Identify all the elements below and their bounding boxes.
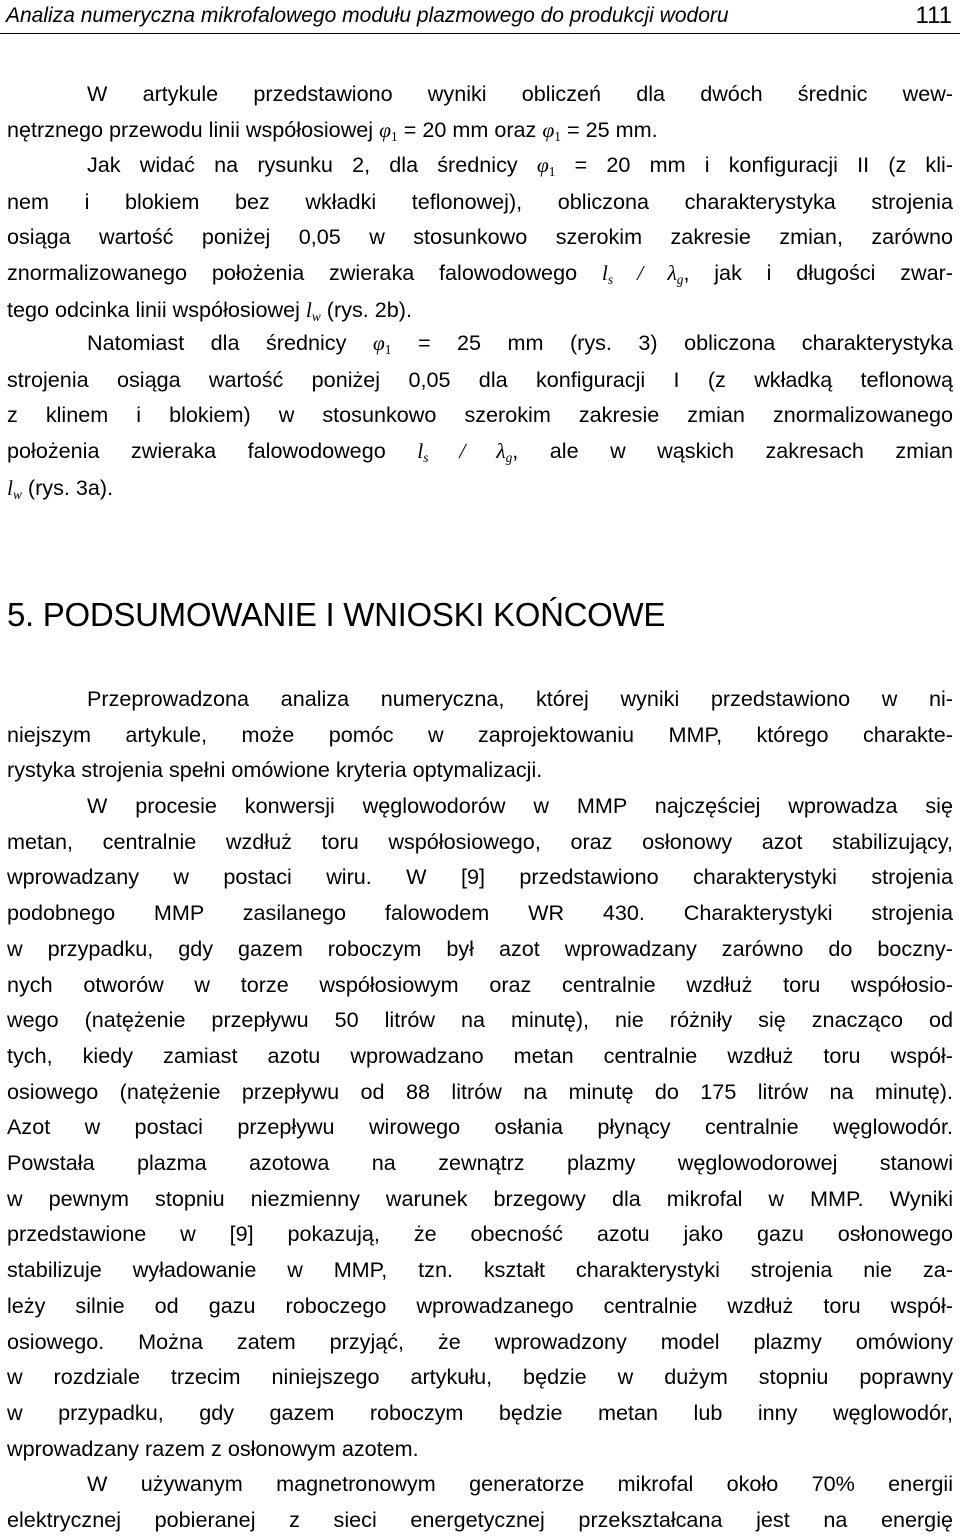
text-line: leży silnie od gazu roboczego wprowadzanego centralnie wzdłuż toru współ- bbox=[7, 1292, 953, 1318]
page-number: 111 bbox=[915, 2, 952, 29]
phi-symbol: $\varphi_1$ bbox=[542, 117, 561, 144]
text-line: w pewnym stopniu niezmienny warunek brzegowy dla mikrofal w MMP. Wyniki bbox=[7, 1185, 953, 1211]
text-line: nych otworów w torze współosiowym oraz centralnie wzdłuż toru współosio- bbox=[7, 971, 953, 997]
paragraph-figure-2 bbox=[7, 147, 953, 329]
text-line: przedstawione w [9] pokazują, że obecność azotu jako gazu osłonowego bbox=[7, 1221, 953, 1247]
text-line: nem i blokiem bez wkładki teflonowej), obliczona charakterystyka strojenia bbox=[7, 188, 953, 214]
text-line: w rozdziale trzecim niniejszego artykułu, będzie w dużym stopniu poprawny bbox=[7, 1364, 953, 1390]
text-line: znormalizowanego położenia zwieraka falowodowego $l_s / \lambda_g$, jak i długości zwar- bbox=[7, 260, 953, 288]
text-line: osiąga wartość poniżej 0,05 w stosunkowo szerokim zakresie zmian, zarówno bbox=[7, 224, 953, 250]
text-line: strojenia osiąga wartość poniżej 0,05 dla konfiguracji I (z wkładką teflonową bbox=[7, 366, 953, 392]
text-line: osiowego (natężenie przepływu od 88 litrów na minutę do 175 litrów na minutę). bbox=[7, 1078, 953, 1104]
paragraph-diameters bbox=[7, 76, 953, 148]
text-line: w przypadku, gdy gazem roboczym będzie metan lub inny węglowodór, bbox=[7, 1399, 953, 1425]
text-line: wego (natężenie przepływu 50 litrów na minutę), nie różniły się znacząco od bbox=[7, 1007, 953, 1033]
text-line: w przypadku, gdy gazem roboczym był azot wprowadzany zarówno do boczny- bbox=[7, 935, 953, 961]
ls-lambda-symbol: $l_s / \lambda_g$ bbox=[417, 439, 513, 466]
text-line: osiowego. Można zatem przyjąć, że wprowadzony model plazmy omówiony bbox=[7, 1328, 953, 1354]
text-line: W używanym magnetronowym generatorze mikrofal około 70% energii bbox=[87, 1471, 953, 1496]
text-line: Jak widać na rysunku 2, dla średnicy $\varphi_1 = 20$ mm i konfiguracji II (z kli- bbox=[87, 152, 953, 180]
text-line: z klinem i blokiem) w stosunkowo szerokim zakresie zmian znormalizowanego bbox=[7, 402, 953, 428]
text-line: Natomiast dla średnicy $\varphi_1 = 25$ mm (rys. 3) obliczona charakterystyka bbox=[87, 330, 953, 358]
text-line: rystyka strojenia spełni omówione kryteria optymalizacji. bbox=[7, 757, 543, 783]
text-line: metan, centralnie wzdłuż toru współosiowego, oraz osłonowy azot stabilizujący, bbox=[7, 828, 953, 854]
text-line: tego odcinka linii współosiowej $l_w$ (rys. 2b). bbox=[7, 296, 412, 324]
paragraph-conclusion-2 bbox=[7, 788, 953, 1466]
text-line: podobnego MMP zasilanego falowodem WR 430. Charakterystyki strojenia bbox=[7, 900, 953, 926]
text-line: W procesie konwersji węglowodorów w MMP najczęściej wprowadza się bbox=[87, 793, 953, 818]
text-line: Przeprowadzona analiza numeryczna, której wyniki przedstawiono w ni- bbox=[87, 686, 953, 711]
text-line: tych, kiedy zamiast azotu wprowadzano metan centralnie wzdłuż toru współ- bbox=[7, 1042, 953, 1068]
lw-symbol: $l_w$ bbox=[7, 475, 22, 502]
phi-symbol: $\varphi_1$ bbox=[372, 331, 392, 358]
text-line: $l_w$ (rys. 3a). bbox=[7, 474, 114, 502]
paragraph-conclusion-3 bbox=[7, 1466, 953, 1537]
lw-symbol: $l_w$ bbox=[305, 297, 321, 324]
ls-lambda-symbol: $l_s / \lambda_g$ bbox=[601, 261, 684, 288]
running-header bbox=[0, 0, 960, 34]
text-line: położenia zwieraka falowodowego $l_s / \lambda_g$, ale w wąskich zakresach zmian bbox=[7, 438, 953, 466]
text-line: elektrycznej pobieranej z sieci energetycznej przekształcana jest na energię bbox=[7, 1506, 953, 1532]
phi-symbol: $\varphi_1$ bbox=[536, 153, 556, 180]
paragraph-figure-3 bbox=[7, 325, 953, 507]
text-line: nętrznego przewodu linii współosiowej $\varphi_1 = 20$ mm oraz $\varphi_1 = 25$ mm. bbox=[7, 116, 658, 144]
phi-symbol: $\varphi_1$ bbox=[379, 117, 398, 144]
text-line: niejszym artykule, może pomóc w zaprojektowaniu MMP, którego charakte- bbox=[7, 721, 953, 747]
header-title: Analiza numeryczna mikrofalowego modułu plazmowego do produkcji wodoru bbox=[6, 4, 729, 27]
text-line: wprowadzany razem z osłonowym azotem. bbox=[7, 1435, 419, 1461]
text-line: stabilizuje wyładowanie w MMP, tzn. kształt charakterystyki strojenia nie za- bbox=[7, 1257, 953, 1283]
paragraph-conclusion-1 bbox=[7, 681, 953, 788]
text-line: Powstała plazma azotowa na zewnątrz plazmy węglowodorowej stanowi bbox=[7, 1150, 953, 1176]
text-line: W artykule przedstawiono wyniki obliczeń dla dwóch średnic wew- bbox=[87, 81, 953, 106]
section-heading: 5. PODSUMOWANIE I WNIOSKI KOŃCOWE bbox=[7, 596, 666, 633]
text-line: Azot w postaci przepływu wirowego osłania płynący centralnie węglowodór. bbox=[7, 1114, 953, 1140]
text-line: wprowadzany w postaci wiru. W [9] przedstawiono charakterystyki strojenia bbox=[7, 864, 953, 890]
